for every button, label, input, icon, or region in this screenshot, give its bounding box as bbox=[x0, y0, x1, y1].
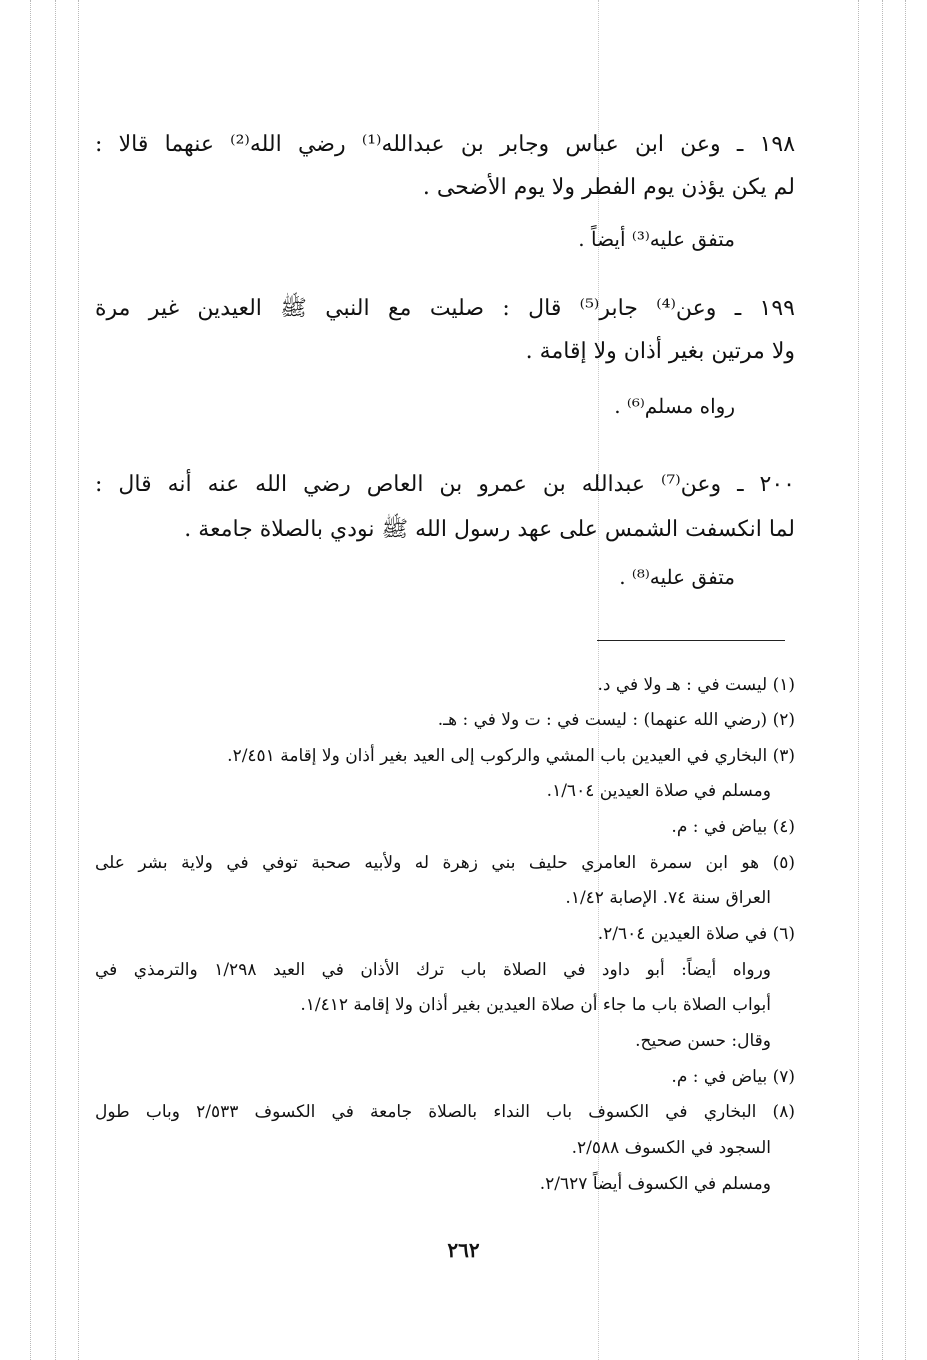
hadith-200-attribution: متفق عليه⁽⁸⁾ . bbox=[619, 565, 735, 589]
footnote-3: (٣) البخاري في العيدين باب المشي والركوب إلى العيد بغير أذان ولا إقامة ٢/٤٥١. bbox=[227, 746, 795, 766]
hadith-200-line-2: لما انكسفت الشمس على عهد رسول الله ﷺ نودي بالصلاة جامعة . bbox=[184, 517, 795, 542]
hadith-199-attribution: رواه مسلم⁽⁶⁾ . bbox=[614, 394, 735, 418]
scan-dotted-guide bbox=[55, 0, 56, 1360]
footnote-5-continuation: العراق سنة ٧٤. الإصابة ١/٤٢. bbox=[565, 888, 771, 908]
page-number: ٢٦٢ bbox=[447, 1238, 480, 1262]
footnote-6-continuation: ورواه أيضاً: أبو داود في الصلاة باب ترك الأذان في العيد ١/٢٩٨ والترمذي في bbox=[95, 960, 772, 980]
footnote-6-continuation: أبواب الصلاة باب ما جاء أن صلاة العيدين بغير أذان ولا إقامة ١/٤١٢. bbox=[300, 995, 771, 1015]
footnote-8: (٨) البخاري في الكسوف باب النداء بالصلاة جامعة في الكسوف ٢/٥٣٣ وباب طول bbox=[95, 1102, 795, 1122]
footnote-8-continuation: السجود في الكسوف ٢/٥٨٨. bbox=[571, 1138, 771, 1158]
footnote-4: (٤) بياض في : م. bbox=[671, 817, 795, 837]
footnote-separator bbox=[597, 640, 785, 641]
footnote-1: (١) ليست في : هـ ولا في د. bbox=[597, 675, 795, 695]
footnote-6: (٦) في صلاة العيدين ٢/٦٠٤. bbox=[597, 924, 795, 944]
footnote-5: (٥) هو ابن سمرة العامري حليف بني زهرة له ولأبيه صحبة توفي في ولاية بشر على bbox=[95, 853, 795, 873]
scan-dotted-guide bbox=[78, 0, 79, 1360]
hadith-198-line-2: لم يكن يؤذن يوم الفطر ولا يوم الأضحى . bbox=[422, 175, 795, 200]
hadith-199-line-2: ولا مرتين بغير أذان ولا إقامة . bbox=[525, 339, 795, 364]
scan-dotted-guide bbox=[905, 0, 906, 1360]
scan-dotted-guide bbox=[858, 0, 859, 1360]
footnote-7: (٧) بياض في : م. bbox=[671, 1067, 795, 1087]
footnote-2: (٢) (رضي الله عنهما) : ليست في : ت ولا في : هـ. bbox=[437, 710, 795, 730]
footnote-6-continuation: وقال: حسن صحيح. bbox=[635, 1031, 771, 1051]
hadith-198-line-1: ١٩٨ ـ وعن ابن عباس وجابر بن عبدالله⁽¹⁾ رضي الله⁽²⁾ عنهما قالا : bbox=[95, 132, 796, 157]
scan-dotted-guide bbox=[30, 0, 31, 1360]
footnote-8-continuation: ومسلم في الكسوف أيضاً ٢/٦٢٧. bbox=[539, 1174, 771, 1194]
hadith-199-line-1: ١٩٩ ـ وعن⁽⁴⁾ جابر⁽⁵⁾ قال : صليت مع النبي ﷺ العيدين غير مرة bbox=[95, 296, 795, 321]
scan-dotted-guide bbox=[882, 0, 883, 1360]
hadith-198-attribution: متفق عليه⁽³⁾ أيضاً . bbox=[578, 227, 735, 251]
footnote-3-continuation: ومسلم في صلاة العيدين ١/٦٠٤. bbox=[546, 781, 771, 801]
hadith-200-line-1: ٢٠٠ ـ وعن⁽⁷⁾ عبدالله بن عمرو بن العاص رضي الله عنه أنه قال : bbox=[95, 472, 795, 497]
